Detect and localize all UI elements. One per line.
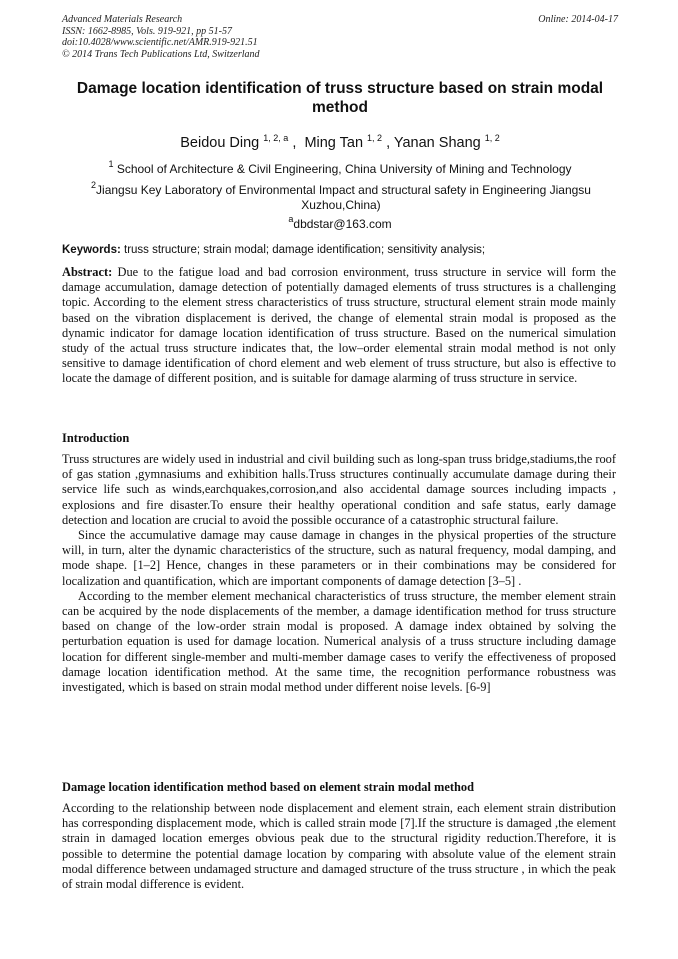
journal-header xyxy=(62,14,618,60)
affiliation-text: School of Architecture & Civil Engineering, China University of Mining and Technology xyxy=(116,162,572,176)
author-superscript: 1, 2 xyxy=(367,133,383,143)
paragraph: Since the accumulative damage may cause damage in changes in the physical properties of the structure will, in turn, alter the dynamic characteristics of the structure, such as natural frequency, modal damping, and mode shape. [1–2] Hence, changes in these parameters or in their combinations may be considered for localization and quantification, which are important components of damage detection [3–5] . xyxy=(62,528,616,588)
email-superscript: a xyxy=(288,214,294,224)
paper-title: Damage location identification of truss structure based on strain modal method xyxy=(76,80,604,116)
affiliation-2 xyxy=(78,178,604,212)
keywords xyxy=(62,244,618,256)
affiliation-text: Jiangsu Key Laboratory of Environmental Impact and structural safety in Engineering Jiangsu Xuzhou,China) xyxy=(96,183,591,212)
journal-name: Advanced Materials Research xyxy=(62,14,183,25)
method-heading: Damage location identification method based on element strain modal method xyxy=(62,780,474,794)
abstract-label: Abstract: xyxy=(62,265,113,279)
affiliation-superscript: 1 xyxy=(108,159,114,169)
keywords-text: truss structure; strain modal; damage identification; sensitivity analysis; xyxy=(124,244,486,256)
author-superscript: 1, 2 xyxy=(484,133,500,143)
email-text: dbdstar@163.com xyxy=(293,217,392,231)
method-body: According to the relationship between node displacement and element strain, each element strain distribution has corresponding displacement mode, which is called strain mode [7].If the structure is damaged ,the element strain in damaged location emerges obvious peak due to the structural rigidity reduction.Therefore, it is possible to determine the potential damage location by comparing with absolute value of the element strain modal difference between undamaged structure and damaged structure of the truss structure , in which the peak of strain modal difference is evident. xyxy=(62,801,616,892)
author-name: Yanan Shang xyxy=(393,135,481,151)
keywords-label: Keywords: xyxy=(62,244,121,256)
copyright-line: © 2014 Trans Tech Publications Ltd, Switzerland xyxy=(62,48,260,60)
affiliation-1 xyxy=(62,157,618,177)
author-name: Ming Tan xyxy=(304,135,364,151)
abstract-text: Due to the fatigue load and bad corrosion environment, truss structure in service will form the damage accumulation, damage detection of potentially damaged elements of truss structures is a challenging topic. According to the element stress characteristics of truss structure, structural element strain mode mainly based on the vibration displacement is derived, the change of elemental strain modal is proposed as the dynamic indicator for damage location identification of truss structure. Based on the numerical simulation study of the actual truss structure indicates that, the low–order elemental strain modal method is not only sensitive to damage identification of chord element and web element of truss structure, but also is effective to locate the damage of different position, and is suitable for damage alarming of truss structure in service. xyxy=(62,265,616,386)
paragraph: Truss structures are widely used in industrial and civil building such as long-span truss bridge,stadiums,the roof of gas station ,gymnasiums and exhibition halls.Truss structures continually accumulate damage during their service life such as winds,earchquakes,corrosion,and also accidental damage sources including impacts , explosions and fire disaster.To ensure their healthy operational condition and safe status, early damage detection and location are crucial to avoid the possible occurance of a catastrophic structural failure. xyxy=(62,452,616,527)
author-superscript: 1, 2, a xyxy=(263,133,289,143)
paragraph: According to the member element mechanical characteristics of truss structure, the member element strain can be acquired by the node displacements of the member, a damage identification method for truss structure based on change of the low-order strain modal is proposed. A damage index obtained by solving the perturbation equation is used for damage location. Numerical analysis of a truss structure including damage location for different single-member and multi-member damage cases to verify the effectiveness of proposed damage location identification method. At the same time, the recognition performance robustness was investigated, which is based on strain modal method under different noise levels. [6-9] xyxy=(62,588,616,695)
author-name: Beidou Ding xyxy=(180,135,260,151)
issn-line: ISSN: 1662-8985, Vols. 919-921, pp 51-57 xyxy=(62,25,232,37)
author-list: Beidou Ding $^{1, 2, a}$ , Ming Tan $^{1, 2}$ , Yanan Shang $^{1, 2}$ xyxy=(180,133,500,151)
abstract xyxy=(62,265,616,387)
online-date: Online: 2014-04-17 xyxy=(538,14,618,25)
doi-line: doi:10.4028/www.scientific.net/AMR.919-921.51 xyxy=(62,37,258,48)
affiliation-superscript: 2 xyxy=(91,180,97,190)
introduction-body xyxy=(62,452,616,695)
introduction-heading: Introduction xyxy=(62,431,130,445)
author-email xyxy=(62,214,618,231)
